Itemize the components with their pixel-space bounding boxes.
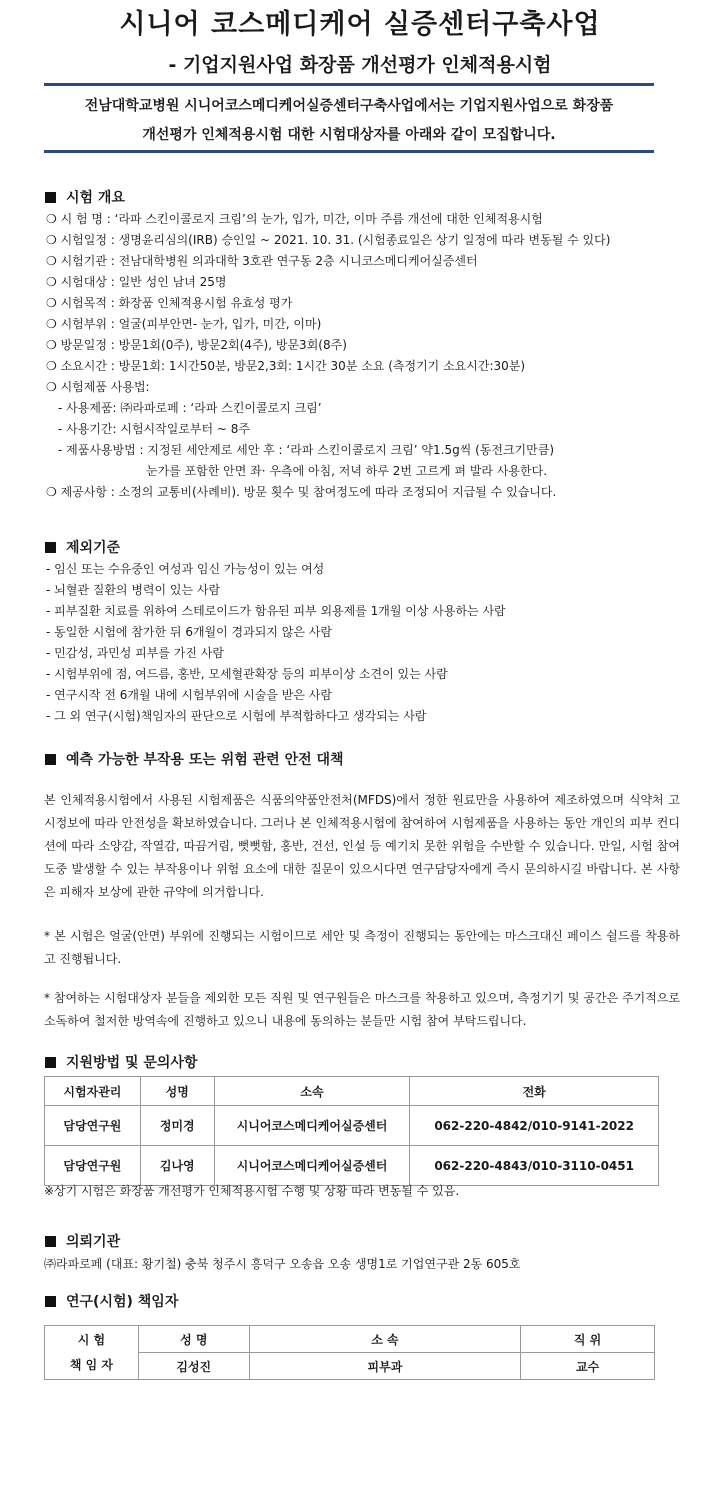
intro-line: 전남대학교병원 시니어코스메디케어실증센터구축사업에서는 기업지원사업으로 화장품 bbox=[84, 98, 614, 114]
sponsor-text: ㈜라파로페 (대표: 황기철) 충북 청주시 흥덕구 오송읍 오송 생명1로 기업연구관 2동 605호 bbox=[44, 1257, 521, 1271]
overview-item: ❍ 시험기관 : 전남대학병원 의과대학 3호관 연구동 2층 시니코스메디케어실증센터 bbox=[46, 254, 478, 268]
overview-item: ❍ 시험목적 : 화장품 인체적용시험 유효성 평가 bbox=[46, 296, 293, 310]
exclusion-item: - 민감성, 과민성 피부를 가진 사람 bbox=[46, 646, 224, 660]
product-line: - 제품사용방법 : 지정된 세안제로 세안 후 : ‘라파 스킨이콜로지 크림’ 약1.5g씩 (동전크기만큼) bbox=[58, 443, 555, 457]
overview-item: ❍ 시험제품 사용법: bbox=[46, 380, 150, 394]
table-cell: 담당연구원 bbox=[45, 1106, 141, 1146]
column-header: 소 속 bbox=[249, 1326, 521, 1353]
exclusion-item: - 동일한 시험에 참가한 뒤 6개월이 경과되지 않은 사람 bbox=[46, 625, 332, 639]
section-heading-exclusion: 제외기준 bbox=[45, 537, 120, 557]
square-bullet-icon bbox=[45, 1057, 56, 1068]
investigator-table bbox=[44, 1325, 655, 1380]
section-heading-sponsor: 의뢰기관 bbox=[45, 1231, 120, 1251]
column-header: 전화 bbox=[410, 1077, 659, 1106]
overview-item: ❍ 소요시간 : 방문1회: 1시간50분, 방문2,3회: 1시간 30분 소요 (측정기기 소요시간:30분) bbox=[46, 359, 526, 373]
square-bullet-icon bbox=[45, 542, 56, 553]
overview-item: ❍ 시험일정 : 생명윤리심의(IRB) 승인일 ~ 2021. 10. 31. (시험종료일은 상기 일정에 따라 변동될 수 있다) bbox=[46, 233, 611, 247]
table-row bbox=[45, 1106, 659, 1146]
table-row bbox=[45, 1146, 659, 1186]
square-bullet-icon bbox=[45, 1236, 56, 1247]
table-cell: 담당연구원 bbox=[45, 1146, 141, 1186]
section-heading-safety: 예측 가능한 부작용 또는 위험 관련 안전 대책 bbox=[45, 749, 344, 769]
page-subtitle: - 기업지원사업 화장품 개선평가 인체적용시험 bbox=[168, 54, 552, 76]
page-title: 시니어 코스메디케어 실증센터구축사업 bbox=[119, 9, 601, 40]
table-cell: 정미경 bbox=[140, 1106, 214, 1146]
intro-box bbox=[44, 83, 654, 153]
intro-line: 개선평가 인체적용시험 대한 시험대상자를 아래와 같이 모집합니다. bbox=[142, 127, 556, 143]
table-cell: 피부과 bbox=[249, 1353, 521, 1380]
safety-paragraph: 본 인체적용시험에서 사용된 시험제품은 식품의약품안전처(MFDS)에서 정한 원료만을 사용하여 제조하였으며 식약처 고시정보에 따라 안전성을 확보하였습니다. 그러나 본 인체적용시험에 참여하여 시험제품을 사용하는 동안 개인의 피부 컨디션에 따라 소양감, 작열감, 따끔거림, 뻣뻣함, 홍반, 건선, 인설 등 예기치 못한 위험을 수반할 수 있습니다. 만일, 시험 참여 도중 발생할 수 있는 부작용이나 위험 요소에 대한 질문이 있으시다면 연구담당자에게 즉시 문의하시길 바랍니다. 본 사항은 피해자 보상에 관한 규약에 의거합니다. bbox=[44, 793, 680, 899]
section-heading-contact: 지원방법 및 문의사항 bbox=[45, 1052, 197, 1072]
exclusion-item: - 시험부위에 점, 여드름, 홍반, 모세혈관확장 등의 피부이상 소견이 있는 사람 bbox=[46, 667, 448, 681]
table-cell: 시니어코스메디케어실증센터 bbox=[214, 1146, 410, 1186]
product-line: - 사용기간: 시험시작일로부터 ~ 8주 bbox=[58, 422, 251, 436]
column-header: 직 위 bbox=[521, 1326, 655, 1353]
table-cell: 시니어코스메디케어실증센터 bbox=[214, 1106, 410, 1146]
role-cell: 시 험 책 임 자 bbox=[45, 1326, 139, 1380]
safety-note: * 본 시험은 얼굴(안면) 부위에 진행되는 시험이므로 세안 및 측정이 진행되는 동안에는 마스크대신 페이스 쉴드를 착용하고 진행됩니다. bbox=[44, 929, 680, 966]
safety-note: * 참여하는 시험대상자 분들을 제외한 모든 직원 및 연구원들은 마스크를 착용하고 있으며, 측정기기 및 공간은 주기적으로 소독하여 철저한 방역속에 진행하고 있으니 내용에 동의하는 분들만 시험 참여 부탁드립니다. bbox=[44, 991, 680, 1028]
column-header: 시험자관리 bbox=[45, 1077, 141, 1106]
table-cell: 교수 bbox=[521, 1353, 655, 1380]
table-cell: 062-220-4843/010-3110-0451 bbox=[410, 1146, 659, 1186]
product-line-continued: 눈가를 포함한 안면 좌· 우측에 아침, 저녁 하루 2번 고르게 펴 발라 사용한다. bbox=[146, 464, 548, 478]
table-header-row bbox=[45, 1077, 659, 1106]
overview-item: ❍ 시험부위 : 얼굴(피부안면- 눈가, 입가, 미간, 이마) bbox=[46, 317, 322, 331]
overview-provision: ❍ 제공사항 : 소정의 교통비(사례비). 방문 횟수 및 참여정도에 따라 조정되어 지급될 수 있습니다. bbox=[46, 485, 557, 499]
exclusion-item: - 임신 또는 수유중인 여성과 임신 가능성이 있는 여성 bbox=[46, 562, 325, 576]
table-cell: 062-220-4842/010-9141-2022 bbox=[410, 1106, 659, 1146]
contact-table bbox=[44, 1076, 659, 1186]
table-cell: 김성진 bbox=[138, 1353, 249, 1380]
section-heading-overview: 시험 개요 bbox=[45, 187, 125, 207]
section-heading-investigator: 연구(시험) 책임자 bbox=[45, 1291, 178, 1311]
overview-item: ❍ 시험대상 : 일반 성인 남녀 25명 bbox=[46, 275, 227, 289]
table-cell: 김나영 bbox=[140, 1146, 214, 1186]
column-header: 성 명 bbox=[138, 1326, 249, 1353]
exclusion-item: - 피부질환 치료를 위하여 스테로이드가 함유된 피부 외용제를 1개월 이상 사용하는 사람 bbox=[46, 604, 506, 618]
square-bullet-icon bbox=[45, 754, 56, 765]
overview-item: ❍ 방문일정 : 방문1회(0주), 방문2회(4주), 방문3회(8주) bbox=[46, 338, 347, 352]
table-header-row bbox=[45, 1326, 655, 1353]
exclusion-item: - 연구시작 전 6개월 내에 시험부위에 시술을 받은 사람 bbox=[46, 688, 332, 702]
contact-note: ※상기 시험은 화장품 개선평가 인체적용시험 수행 및 상황 따라 변동될 수 있음. bbox=[44, 1184, 460, 1198]
column-header: 성명 bbox=[140, 1077, 214, 1106]
product-line: - 사용제품: ㈜라파로페 : ‘라파 스킨이콜로지 크림’ bbox=[58, 401, 322, 415]
overview-item: ❍ 시 험 명 : ‘라파 스킨이콜로지 크림’의 눈가, 입가, 미간, 이마 주름 개선에 대한 인체적용시험 bbox=[46, 212, 543, 226]
square-bullet-icon bbox=[45, 192, 56, 203]
exclusion-item: - 그 외 연구(시험)책임자의 판단으로 시험에 부적합하다고 생각되는 사람 bbox=[46, 709, 427, 723]
column-header: 소속 bbox=[214, 1077, 410, 1106]
exclusion-item: - 뇌혈관 질환의 병력이 있는 사람 bbox=[46, 583, 221, 597]
square-bullet-icon bbox=[45, 1296, 56, 1307]
